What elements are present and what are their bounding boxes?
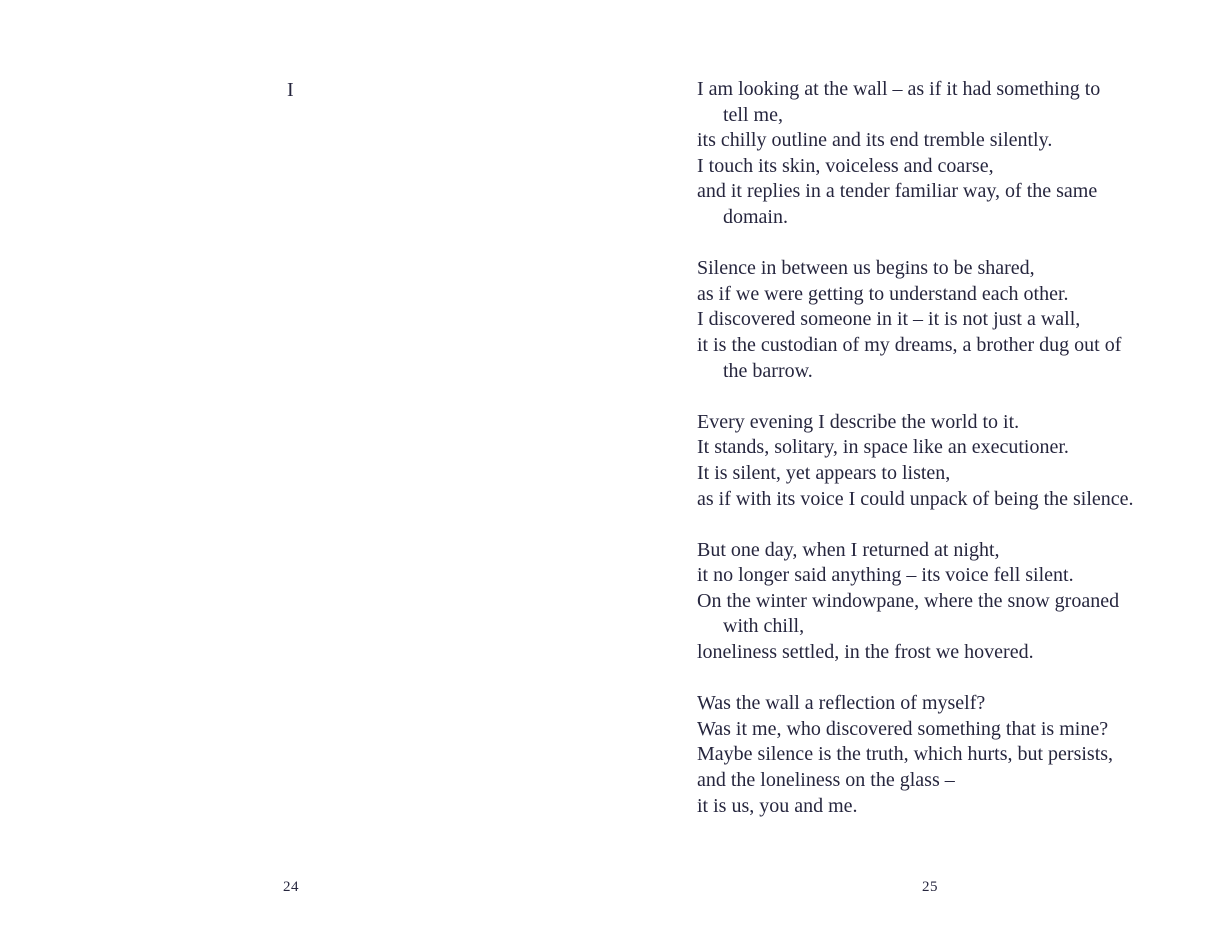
poem-line: Every evening I describe the world to it.	[697, 410, 1020, 433]
poem-line: Maybe silence is the truth, which hurts, but persists,	[697, 743, 1114, 766]
poem-line: it no longer said anything – its voice fell silent.	[697, 564, 1074, 587]
poem-line: But one day, when I returned at night,	[697, 538, 1000, 561]
poem-line: its chilly outline and its end tremble silently.	[697, 129, 1053, 152]
poem-line: and it replies in a tender familiar way, of the same	[697, 180, 1098, 203]
poem-line: it is us, you and me.	[697, 794, 858, 817]
section-numeral: I	[287, 79, 294, 101]
poem-line: Was the wall a reflection of myself?	[697, 692, 986, 715]
poem-line: I touch its skin, voiceless and coarse,	[697, 154, 994, 177]
poem-stanza	[697, 410, 1187, 512]
page-number-left: 24	[283, 879, 299, 895]
poem-stanza	[697, 256, 1187, 384]
poem-line: It is silent, yet appears to listen,	[697, 461, 951, 484]
poem-line: as if we were getting to understand each other.	[697, 282, 1069, 305]
right-page	[614, 0, 1228, 949]
page-number-right: 25	[922, 879, 938, 895]
poem-stanza	[697, 77, 1187, 231]
poem-line: I discovered someone in it – it is not just a wall,	[697, 308, 1081, 331]
poem-line: the barrow.	[723, 359, 813, 382]
poem-line: with chill,	[723, 615, 805, 638]
poem-line: On the winter windowpane, where the snow groaned	[697, 589, 1120, 612]
poem-line: domain.	[723, 205, 788, 228]
poem-line: and the loneliness on the glass –	[697, 769, 955, 792]
poem-line: It stands, solitary, in space like an executioner.	[697, 436, 1069, 459]
poem-line: Was it me, who discovered something that is mine?	[697, 717, 1109, 740]
poem-line: tell me,	[723, 103, 783, 126]
poem-line: it is the custodian of my dreams, a brother dug out of	[697, 333, 1122, 356]
poem-line: as if with its voice I could unpack of being the silence.	[697, 487, 1134, 510]
poem-stanza	[697, 691, 1187, 819]
poem-stanza	[697, 538, 1187, 666]
poem	[697, 77, 1187, 819]
poem-line: Silence in between us begins to be shared,	[697, 257, 1035, 280]
poem-line: I am looking at the wall – as if it had something to	[697, 78, 1101, 100]
poem-line: loneliness settled, in the frost we hovered.	[697, 641, 1034, 664]
